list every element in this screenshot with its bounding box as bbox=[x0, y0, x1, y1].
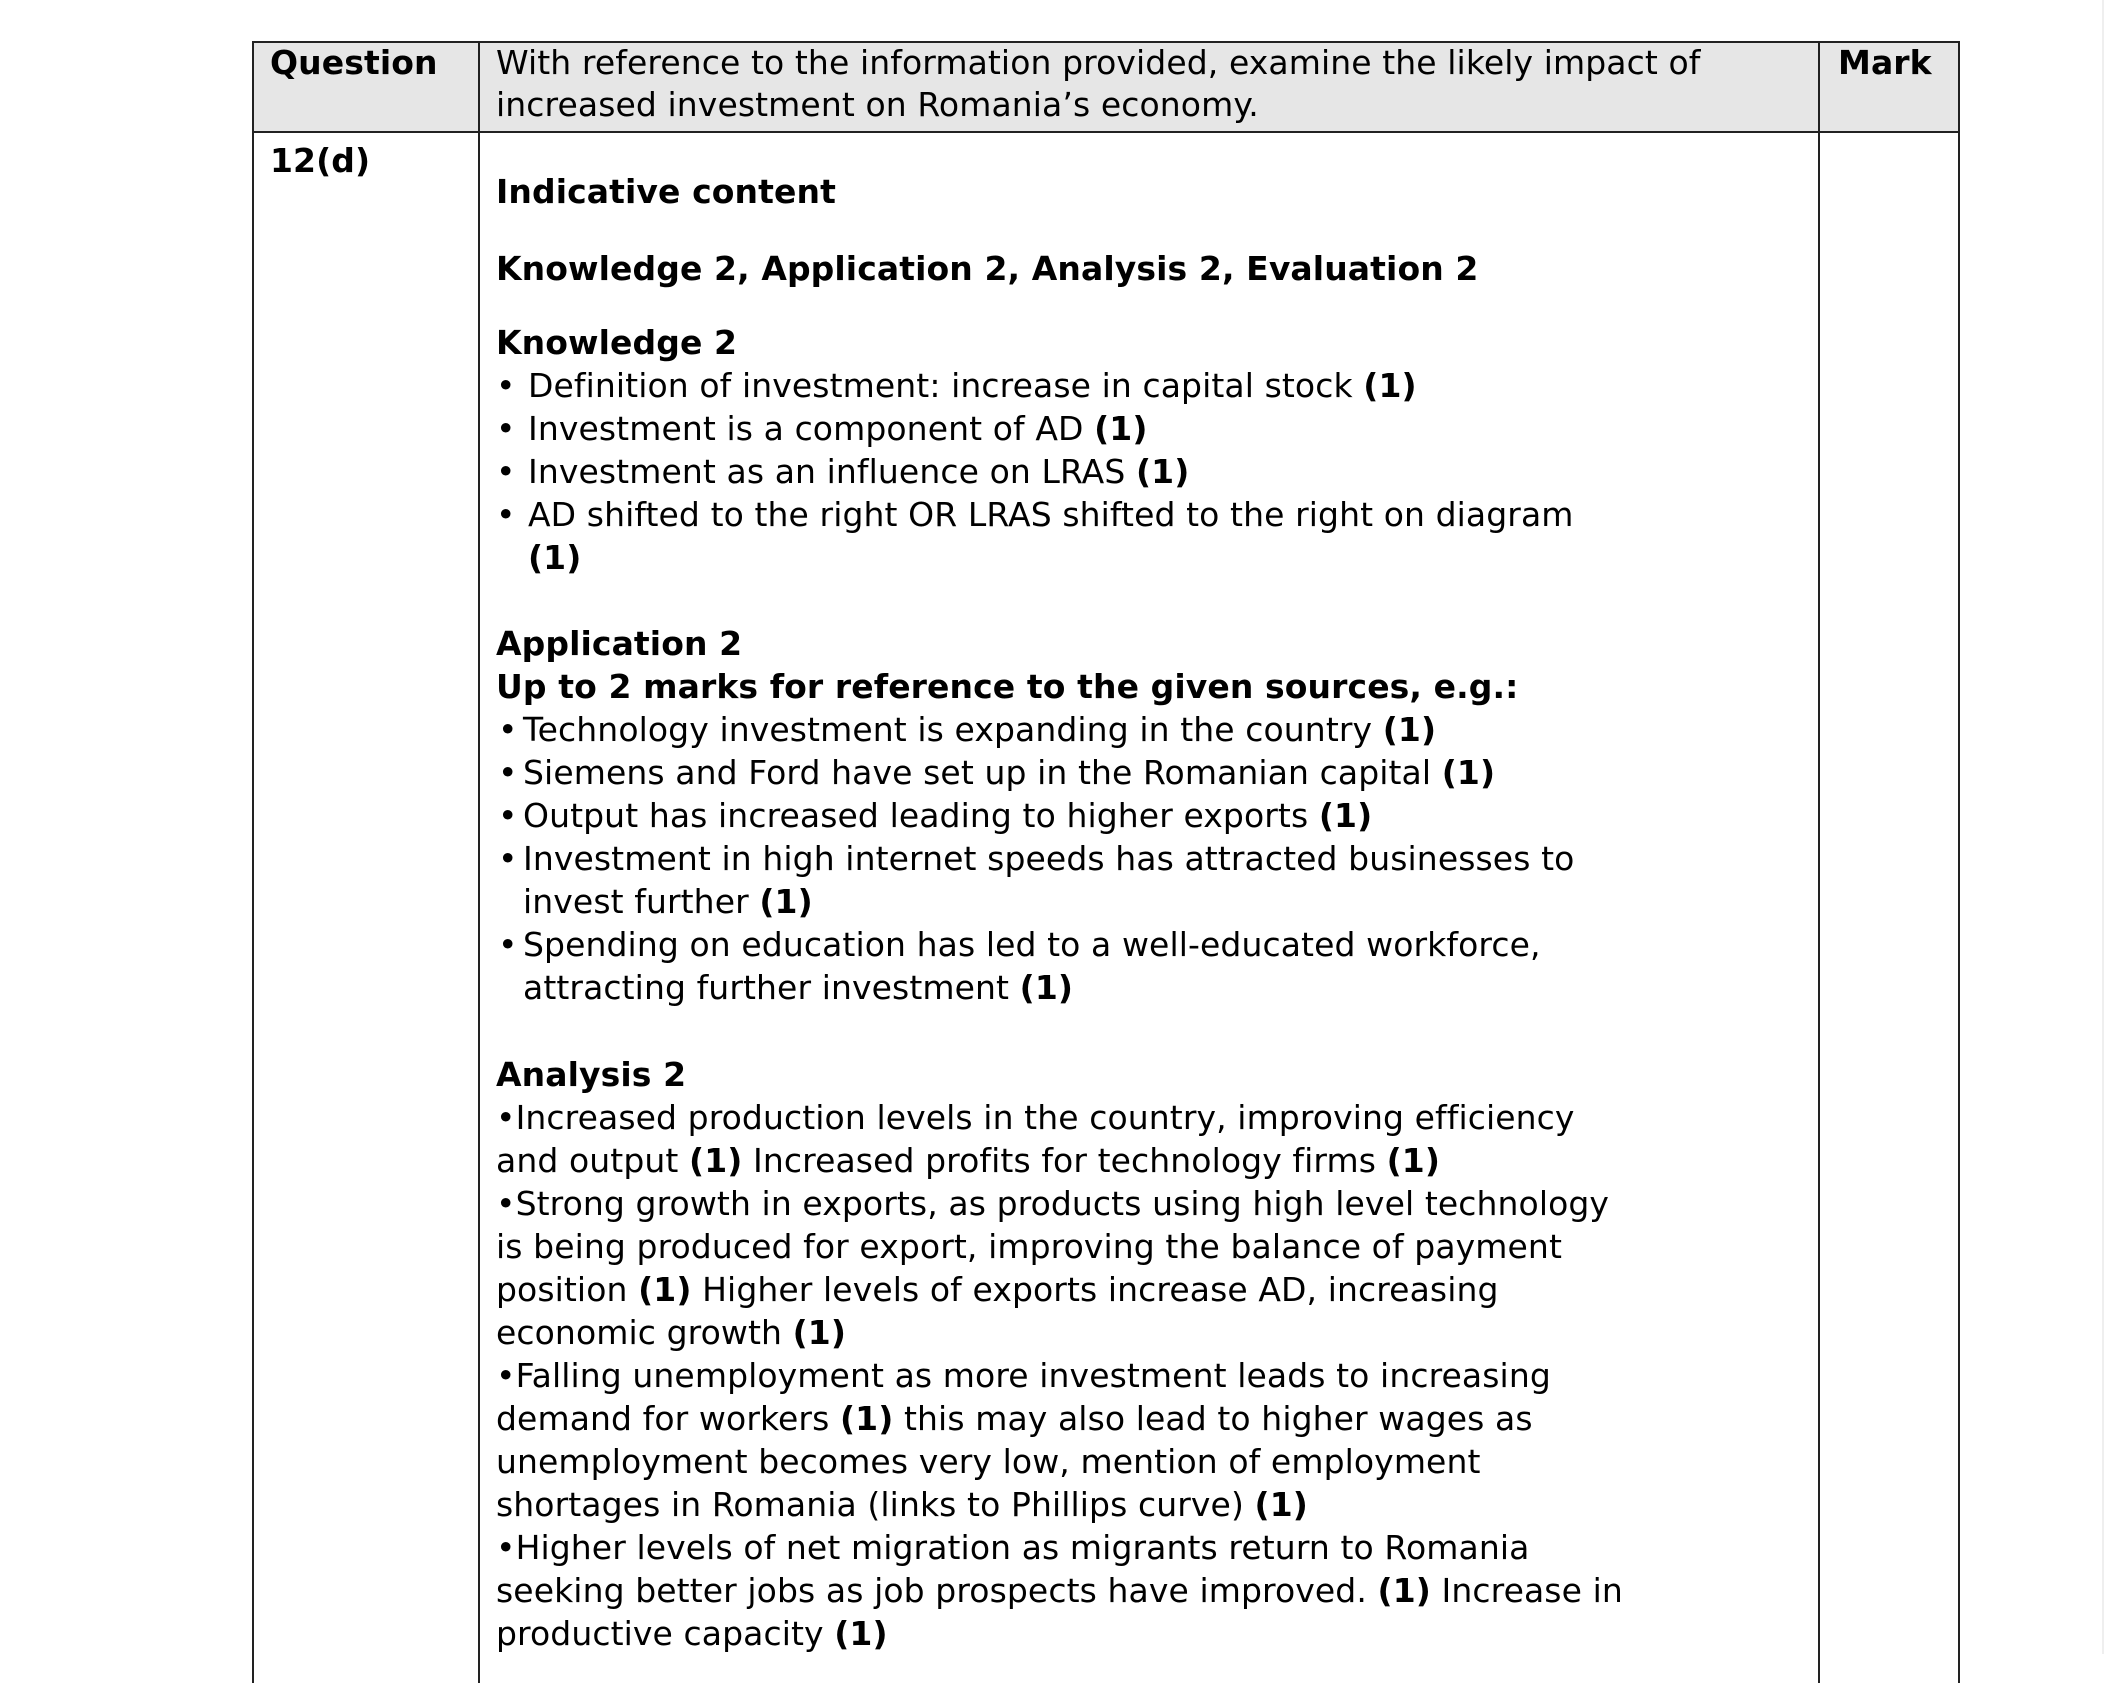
knowledge-heading: Knowledge 2 bbox=[496, 323, 738, 362]
mark-scheme-table bbox=[252, 41, 1960, 1683]
list-item: Investment as an influence on LRAS (1) bbox=[528, 452, 1190, 491]
analysis-line: •Increased production levels in the country, improving efficiency bbox=[496, 1098, 1575, 1137]
list-item: Output has increased leading to higher exports (1) bbox=[523, 796, 1373, 835]
column-divider-question bbox=[478, 43, 480, 1683]
list-item: Siemens and Ford have set up in the Romanian capital (1) bbox=[523, 753, 1496, 792]
column-divider-mark bbox=[1818, 43, 1820, 1683]
application-heading: Application 2 bbox=[496, 624, 743, 663]
analysis-line: and output (1) Increased profits for technology firms (1) bbox=[496, 1141, 1441, 1180]
header-mark-label: Mark bbox=[1838, 43, 1932, 82]
list-item: Investment is a component of AD (1) bbox=[528, 409, 1148, 448]
list-item: Definition of investment: increase in capital stock (1) bbox=[528, 366, 1417, 405]
bullet-icon: • bbox=[498, 753, 518, 792]
bullet-icon: • bbox=[498, 796, 518, 835]
analysis-line: is being produced for export, improving the balance of payment bbox=[496, 1227, 1562, 1266]
analysis-line: unemployment becomes very low, mention of employment bbox=[496, 1442, 1481, 1481]
list-item: AD shifted to the right OR LRAS shifted to the right on diagram bbox=[528, 495, 1574, 534]
list-item: Technology investment is expanding in the country (1) bbox=[523, 710, 1437, 749]
analysis-line: •Higher levels of net migration as migrants return to Romania bbox=[496, 1528, 1530, 1567]
analysis-line: economic growth (1) bbox=[496, 1313, 847, 1352]
indicative-content-heading: Indicative content bbox=[496, 172, 836, 211]
list-item-continuation: invest further (1) bbox=[523, 882, 813, 921]
bullet-icon: • bbox=[498, 710, 518, 749]
mark-allocation: Knowledge 2, Application 2, Analysis 2, Evaluation 2 bbox=[496, 249, 1479, 288]
question-number: 12(d) bbox=[270, 141, 371, 180]
list-item: Investment in high internet speeds has attracted businesses to bbox=[523, 839, 1575, 878]
analysis-line: shortages in Romania (links to Phillips curve) (1) bbox=[496, 1485, 1308, 1524]
question-text-line1: With reference to the information provided, examine the likely impact of bbox=[496, 43, 1701, 82]
list-item: Spending on education has led to a well-educated workforce, bbox=[523, 925, 1541, 964]
analysis-heading: Analysis 2 bbox=[496, 1055, 687, 1094]
list-item-mark: (1) bbox=[528, 538, 582, 577]
analysis-line: •Strong growth in exports, as products using high level technology bbox=[496, 1184, 1610, 1223]
bullet-icon: • bbox=[496, 366, 516, 405]
list-item-continuation: attracting further investment (1) bbox=[523, 968, 1074, 1007]
bullet-icon: • bbox=[496, 452, 516, 491]
bullet-icon: • bbox=[496, 495, 516, 534]
header-question-label: Question bbox=[270, 43, 438, 82]
analysis-line: demand for workers (1) this may also lead to higher wages as bbox=[496, 1399, 1533, 1438]
question-text-line2: increased investment on Romania’s economy. bbox=[496, 85, 1259, 124]
analysis-line: •Falling unemployment as more investment leads to increasing bbox=[496, 1356, 1551, 1395]
bullet-icon: • bbox=[496, 409, 516, 448]
bullet-icon: • bbox=[498, 839, 518, 878]
analysis-line: position (1) Higher levels of exports increase AD, increasing bbox=[496, 1270, 1499, 1309]
bullet-icon: • bbox=[498, 925, 518, 964]
application-subheading: Up to 2 marks for reference to the given sources, e.g.: bbox=[496, 667, 1519, 706]
analysis-line: productive capacity (1) bbox=[496, 1614, 888, 1653]
analysis-line: seeking better jobs as job prospects have improved. (1) Increase in bbox=[496, 1571, 1623, 1610]
